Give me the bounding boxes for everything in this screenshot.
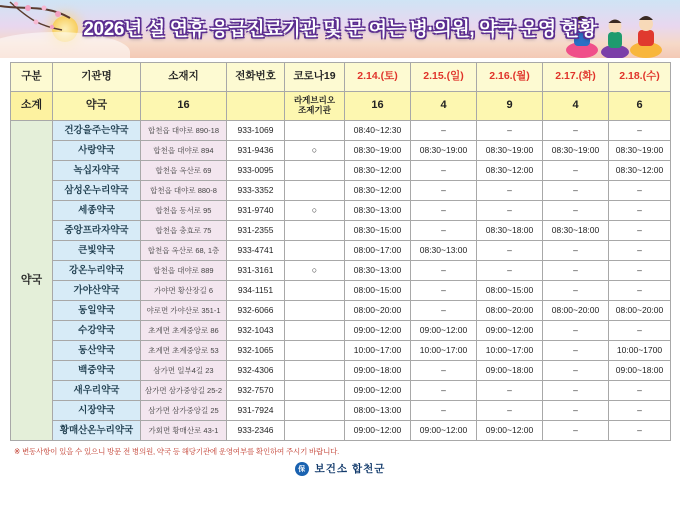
row-org-name: 삼성온누리약국 [53, 181, 141, 201]
row-day-4: – [609, 201, 671, 221]
header-day-0217: 2.17.(화) [543, 63, 609, 92]
category-pharmacy: 약국 [11, 121, 53, 441]
row-day-2: 08:30~18:00 [477, 221, 543, 241]
row-day-4: – [609, 421, 671, 441]
page-banner [0, 0, 680, 58]
row-covid [285, 181, 345, 201]
row-address: 합천읍 충효로 75 [141, 221, 227, 241]
row-day-2: 09:00~18:00 [477, 361, 543, 381]
row-phone[interactable]: 934-1151 [227, 281, 285, 301]
row-day-4: – [609, 281, 671, 301]
table-row [11, 321, 671, 341]
table-row [11, 381, 671, 401]
row-org-name: 중앙프라자약국 [53, 221, 141, 241]
row-day-4: – [609, 181, 671, 201]
row-day-2: – [477, 261, 543, 281]
row-address: 합천읍 대야로 890-18 [141, 121, 227, 141]
row-day-2: – [477, 121, 543, 141]
row-day-3: – [543, 421, 609, 441]
row-day-2: 08:00~15:00 [477, 281, 543, 301]
row-day-0: 09:00~18:00 [345, 361, 411, 381]
row-org-name: 동산약국 [53, 341, 141, 361]
row-covid [285, 421, 345, 441]
row-day-4: – [609, 321, 671, 341]
table-row [11, 121, 671, 141]
row-day-2: 08:00~20:00 [477, 301, 543, 321]
summary-day-0: 16 [345, 92, 411, 121]
row-address: 초계면 초계중앙로 53 [141, 341, 227, 361]
row-phone[interactable]: 933-0095 [227, 161, 285, 181]
row-org-name: 가야산약국 [53, 281, 141, 301]
summary-count: 16 [141, 92, 227, 121]
row-day-0: 08:30~15:00 [345, 221, 411, 241]
row-day-3: – [543, 401, 609, 421]
row-address: 합천읍 대야로 880-8 [141, 181, 227, 201]
row-address: 삼가면 일부4길 23 [141, 361, 227, 381]
row-day-1: 10:00~17:00 [411, 341, 477, 361]
row-phone[interactable]: 933-3352 [227, 181, 285, 201]
row-day-3: – [543, 321, 609, 341]
row-covid: ○ [285, 141, 345, 161]
row-day-4: 08:00~20:00 [609, 301, 671, 321]
row-day-3: – [543, 241, 609, 261]
row-day-3: – [543, 281, 609, 301]
row-day-1: 08:30~13:00 [411, 241, 477, 261]
row-day-1: – [411, 301, 477, 321]
table-row [11, 201, 671, 221]
row-covid [285, 321, 345, 341]
row-day-1: – [411, 121, 477, 141]
row-day-4: 09:00~18:00 [609, 361, 671, 381]
table-header-row [11, 63, 671, 92]
row-day-2: 10:00~17:00 [477, 341, 543, 361]
row-phone[interactable]: 932-1065 [227, 341, 285, 361]
row-day-3: – [543, 181, 609, 201]
table-row [11, 421, 671, 441]
row-phone[interactable]: 932-6066 [227, 301, 285, 321]
row-day-0: 08:30~19:00 [345, 141, 411, 161]
row-phone[interactable]: 931-9436 [227, 141, 285, 161]
row-day-3: – [543, 381, 609, 401]
header-covid19: 코로나19 [285, 63, 345, 92]
summary-day-1: 4 [411, 92, 477, 121]
row-day-1: – [411, 361, 477, 381]
row-org-name: 세종약국 [53, 201, 141, 221]
row-org-name: 녹십자약국 [53, 161, 141, 181]
row-day-3: – [543, 361, 609, 381]
row-day-3: 08:30~18:00 [543, 221, 609, 241]
row-address: 합천읍 옥산로 68, 1층 [141, 241, 227, 261]
row-day-1: – [411, 201, 477, 221]
row-day-0: 08:30~12:00 [345, 161, 411, 181]
header-phone: 전화번호 [227, 63, 285, 92]
row-phone[interactable]: 933-4741 [227, 241, 285, 261]
row-address: 합천읍 대야로 889 [141, 261, 227, 281]
header-day-0218: 2.18.(수) [609, 63, 671, 92]
disclaimer-note: ※ 변동사항이 있을 수 있으니 방문 전 병의원, 약국 등 해당기관에 운영여부를 확인하여 주시기 바랍니다. [14, 447, 340, 456]
row-phone[interactable]: 931-2355 [227, 221, 285, 241]
row-day-1: 08:30~19:00 [411, 141, 477, 161]
table-row [11, 341, 671, 361]
row-day-4: 08:30~19:00 [609, 141, 671, 161]
summary-day-3: 4 [543, 92, 609, 121]
row-day-2: 08:30~12:00 [477, 161, 543, 181]
page-title: 2026년 설 연휴 응급진료기관 및 문 여는 병·의원, 약국 운영 현황 [83, 19, 597, 40]
row-phone[interactable]: 932-1043 [227, 321, 285, 341]
row-covid [285, 361, 345, 381]
row-day-0: 08:40~12:30 [345, 121, 411, 141]
summary-covid: 라게브리오 조제기관 [285, 92, 345, 121]
row-day-2: – [477, 381, 543, 401]
row-day-0: 08:00~15:00 [345, 281, 411, 301]
row-phone[interactable]: 932-7570 [227, 381, 285, 401]
row-day-1: 09:00~12:00 [411, 321, 477, 341]
table-row [11, 401, 671, 421]
row-org-name: 황매산온누리약국 [53, 421, 141, 441]
header-day-0215: 2.15.(일) [411, 63, 477, 92]
header-day-0216: 2.16.(월) [477, 63, 543, 92]
health-center-logo-icon: 保 [295, 462, 309, 476]
row-address: 가회면 황매산로 43-1 [141, 421, 227, 441]
table-row [11, 301, 671, 321]
row-day-0: 08:30~12:00 [345, 181, 411, 201]
row-day-1: 09:00~12:00 [411, 421, 477, 441]
row-day-4: 10:00~1700 [609, 341, 671, 361]
row-day-1: – [411, 401, 477, 421]
row-address: 가야면 황산장길 6 [141, 281, 227, 301]
row-day-3: – [543, 201, 609, 221]
header-category: 구분 [11, 63, 53, 92]
row-day-2: – [477, 401, 543, 421]
table-row [11, 261, 671, 281]
summary-day-2: 9 [477, 92, 543, 121]
row-covid: ○ [285, 201, 345, 221]
table-row [11, 181, 671, 201]
row-day-3: – [543, 161, 609, 181]
summary-name: 약국 [53, 92, 141, 121]
row-day-3: – [543, 341, 609, 361]
row-day-4: – [609, 121, 671, 141]
row-org-name: 동일약국 [53, 301, 141, 321]
row-day-0: 10:00~17:00 [345, 341, 411, 361]
row-covid: ○ [285, 261, 345, 281]
row-day-1: – [411, 381, 477, 401]
footer-text: 보건소 합천군 [314, 463, 386, 475]
row-day-4: – [609, 381, 671, 401]
row-day-0: 08:00~13:00 [345, 401, 411, 421]
row-day-1: – [411, 261, 477, 281]
row-day-2: – [477, 241, 543, 261]
row-org-name: 새우리약국 [53, 381, 141, 401]
row-day-1: – [411, 181, 477, 201]
row-day-3: – [543, 121, 609, 141]
footer [0, 461, 680, 476]
row-phone[interactable]: 931-9740 [227, 201, 285, 221]
summary-row [11, 92, 671, 121]
row-org-name: 시장약국 [53, 401, 141, 421]
row-covid [285, 381, 345, 401]
row-address: 합천읍 동서로 95 [141, 201, 227, 221]
row-phone[interactable]: 931-7924 [227, 401, 285, 421]
row-org-name: 사랑약국 [53, 141, 141, 161]
row-day-0: 08:00~20:00 [345, 301, 411, 321]
row-day-0: 09:00~12:00 [345, 321, 411, 341]
row-covid [285, 341, 345, 361]
row-day-2: – [477, 201, 543, 221]
table-row [11, 141, 671, 161]
row-phone[interactable]: 931-3161 [227, 261, 285, 281]
row-covid [285, 121, 345, 141]
row-org-name: 백중약국 [53, 361, 141, 381]
row-day-0: 08:30~13:00 [345, 201, 411, 221]
row-phone[interactable]: 932-4306 [227, 361, 285, 381]
row-day-1: – [411, 221, 477, 241]
row-day-2: – [477, 181, 543, 201]
summary-label: 소계 [11, 92, 53, 121]
row-covid [285, 301, 345, 321]
summary-phone [227, 92, 285, 121]
header-day-0214: 2.14.(토) [345, 63, 411, 92]
row-day-2: 09:00~12:00 [477, 321, 543, 341]
row-address: 초계면 초계중앙로 86 [141, 321, 227, 341]
table-row [11, 161, 671, 181]
summary-day-4: 6 [609, 92, 671, 121]
row-day-3: 08:30~19:00 [543, 141, 609, 161]
row-day-0: 09:00~12:00 [345, 421, 411, 441]
row-address: 야로면 가야산로 351-1 [141, 301, 227, 321]
row-day-4: – [609, 401, 671, 421]
row-covid [285, 161, 345, 181]
row-day-4: – [609, 221, 671, 241]
table-row [11, 361, 671, 381]
table-row [11, 221, 671, 241]
row-day-4: – [609, 261, 671, 281]
header-address: 소재지 [141, 63, 227, 92]
row-phone[interactable]: 933-2346 [227, 421, 285, 441]
row-day-4: – [609, 241, 671, 261]
row-covid [285, 241, 345, 261]
row-address: 합천읍 대야로 894 [141, 141, 227, 161]
row-day-0: 08:30~13:00 [345, 261, 411, 281]
pharmacy-schedule-table [10, 62, 671, 441]
table-body [11, 92, 671, 441]
table-row [11, 281, 671, 301]
row-day-2: 09:00~12:00 [477, 421, 543, 441]
row-day-3: – [543, 261, 609, 281]
row-org-name: 큰빛약국 [53, 241, 141, 261]
row-day-3: 08:00~20:00 [543, 301, 609, 321]
row-covid [285, 221, 345, 241]
row-day-0: 09:00~12:00 [345, 381, 411, 401]
row-address: 합천읍 옥산로 69 [141, 161, 227, 181]
row-day-1: – [411, 161, 477, 181]
row-address: 삼가면 삼가중앙길 25 [141, 401, 227, 421]
row-address: 삼가면 삼가중앙길 25-2 [141, 381, 227, 401]
row-covid [285, 281, 345, 301]
row-org-name: 건강을주는약국 [53, 121, 141, 141]
row-day-2: 08:30~19:00 [477, 141, 543, 161]
table-row [11, 241, 671, 261]
row-day-0: 08:00~17:00 [345, 241, 411, 261]
row-org-name: 수강약국 [53, 321, 141, 341]
row-day-1: – [411, 281, 477, 301]
row-day-4: 08:30~12:00 [609, 161, 671, 181]
row-org-name: 강온누리약국 [53, 261, 141, 281]
header-org-name: 기관명 [53, 63, 141, 92]
row-phone[interactable]: 933-1069 [227, 121, 285, 141]
row-covid [285, 401, 345, 421]
